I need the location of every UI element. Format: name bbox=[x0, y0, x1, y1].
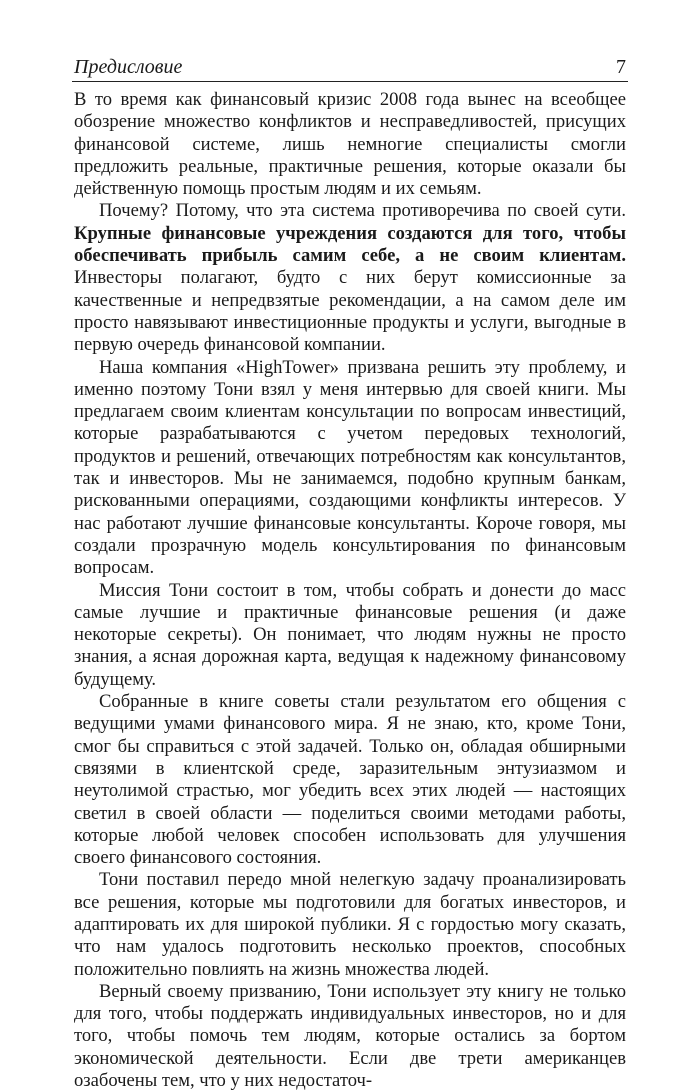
paragraph-lead: Почему? Потому, что эта система противоречива по своей сути. bbox=[99, 200, 626, 222]
paragraph: Собранные в книге советы стали результатом его общения с ведущими умами финансового мира. Я не знаю, кто, кроме Тони, смог бы справиться с этой задачей. Только он, обладая обширными связями в клиентской среде, заразительным энтузиазмом и неутолимой страстью, мог убедить всех этих людей — настоящих светил в своей области — поделиться своими методами работы, которые любой человек способен использовать для улучшения своего финансового состояния. bbox=[74, 691, 626, 869]
paragraph-tail: Инвесторы полагают, будто с них берут комиссионные за качественные и непредвзятые рекомендации, а на самом деле им просто навязывают инвестиционные продукты и услуги, выгодные в первую очередь финансовой компании. bbox=[74, 267, 626, 356]
body-text bbox=[74, 89, 626, 1092]
bold-statement: Крупные финансовые учреждения создаются для того, чтобы обеспечивать прибыль самим себе, а не своим клиентам. bbox=[74, 222, 626, 267]
paragraph: Миссия Тони состоит в том, чтобы собрать и донести до масс самые лучшие и практичные финансовые решения (и даже некоторые секреты). Он понимает, что людям нужны не просто знания, а ясная дорожная карта, ведущая к надежному финансовому будущему. bbox=[74, 579, 626, 690]
paragraph: Верный своему призванию, Тони использует эту книгу не только для того, чтобы поддержать индивидуальных инвесторов, но и для того, чтобы помочь тем людям, которые остались за бортом экономической деятельности. Если две трети американцев озабочены тем, что у них недостаточ- bbox=[74, 980, 626, 1092]
paragraph: В то время как финансовый кризис 2008 года вынес на всеобщее обозрение множество конфликтов и несправедливостей, присущих финансовой системе, лишь немногие специалисты смогли предложить реальные, практичные решения, которые оказали бы действенную помощь простым людям и их семьям. bbox=[74, 89, 626, 200]
section-title: Предисловие bbox=[74, 56, 183, 78]
running-header bbox=[72, 53, 628, 82]
paragraph: Наша компания «HighTower» призвана решить эту проблему, и именно поэтому Тони взял у меня интервью для своей книги. Мы предлагаем своим клиентам консультации по вопросам инвестиций, которые разрабатываются с учетом передовых технологий, продуктов и решений, отвечающих потребностям как консультантов, так и инвесторов. Мы не занимаемся, подобно крупным банкам, рискованными операциями, создающими конфликты интересов. У нас работают лучшие финансовые консультанты. Короче говоря, мы создали прозрачную модель консультирования по финансовым вопросам. bbox=[74, 356, 626, 579]
page-number: 7 bbox=[616, 56, 626, 78]
paragraph bbox=[74, 200, 626, 356]
paragraph: Тони поставил передо мной нелегкую задачу проанализировать все решения, которые мы подготовили для богатых инвесторов, и адаптировать их для широкой публики. Я с гордостью могу сказать, что нам удалось подготовить несколько проектов, способных положительно повлиять на жизнь множества людей. bbox=[74, 869, 626, 980]
